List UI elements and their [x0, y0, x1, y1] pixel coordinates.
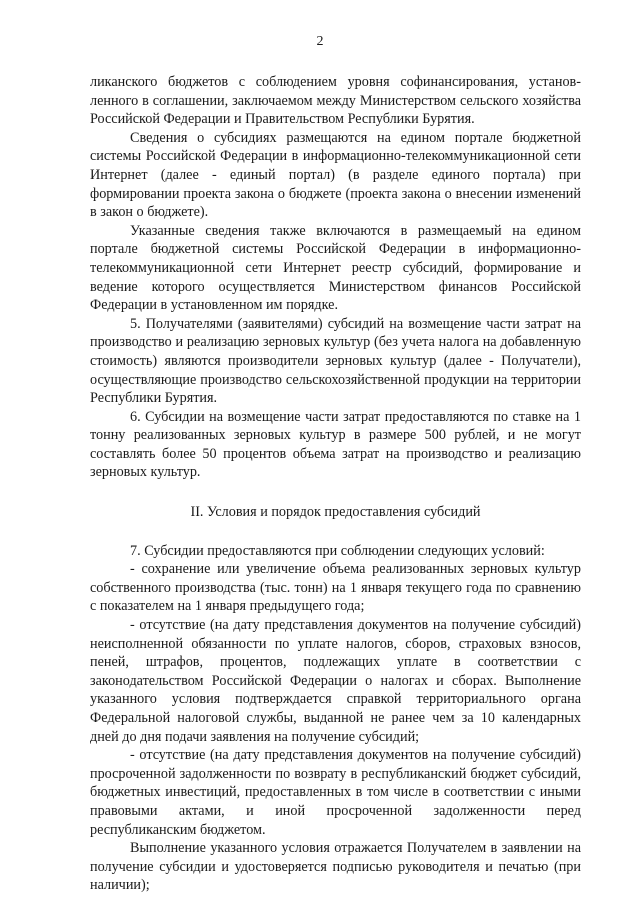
paragraph: Сведения о субсидиях размещаются на едином портале бюджетной системы Российской Федерации в информационно-телекоммуникационной сети Интернет (далее - единый портал) (в разделе единого портала) при формировании проекта закона о бюджете (проекта закона о внесении изменений в закон о бюджете).: [90, 129, 581, 221]
page-number: 2: [316, 34, 324, 49]
paragraph: Указанные сведения также включаются в размещаемый на едином портале бюджетной системы Российской Федерации в информационно-телекоммуникационной сети Интернет реестр субсидий, формирование и ведение которого осуществляется Министерством финансов Российской Федерации в установленном им порядке.: [90, 222, 581, 314]
list-item: - отсутствие (на дату представления документов на получение субсидий) неисполненной обязанности по уплате налогов, сборов, страховых взносов, пеней, штрафов, процентов, подлежащих уплате в соответствии с законодательством Российской Федерации о налогах и сборах. Выполнение указанного условия подтверждается справкой территориального органа Федеральной налоговой службы, выданной не ранее чем за 10 календарных дней до дня подачи заявления на получение субсидий;: [90, 617, 581, 745]
paragraph: 6. Субсидии на возмещение части затрат предоставляются по ставке на 1 тонну реализованных зерновых культур в размере 500 рублей, и не могут составлять более 50 процентов объема затрат на производство и реализацию зерновых культур.: [90, 408, 581, 481]
paragraph: 5. Получателями (заявителями) субсидий на возмещение части затрат на производство и реализацию зерновых культур (без учета налога на добавленную стоимость) являются производители зерновых культур (далее - Получатели), осуществляющие производство сельскохозяйственной продукции на территории Республики Бурятия.: [90, 315, 581, 407]
section-heading: II. Условия и порядок предоставления субсидий: [190, 504, 481, 521]
list-item: - отсутствие (на дату представления документов на получение субсидий) просроченной задолженности по возврату в республиканский бюджет субсидий, бюджетных инвестиций, предоставленных в том числе в соответствии с иными правовыми актами, и иной просроченной задолженности перед республиканским бюджетом.: [90, 747, 581, 838]
list-item: - сохранение или увеличение объема реализованных зерновых культур собственного производства (тыс. тонн) на 1 января текущего года по сравнению с показателем на 1 января предыдущего года;: [90, 561, 581, 615]
document-body: [90, 73, 581, 895]
paragraph: Выполнение указанного условия отражается Получателем в заявлении на получение субсидии и удостоверяется подписью руководителя и печатью (при наличии);: [90, 840, 581, 894]
paragraph: ликанского бюджетов с соблюдением уровня софинансирования, установленного в соглашении, заключаемом между Министерством сельского хозяйства Российской Федерации и Правительством Республики Бурятия.: [90, 74, 581, 128]
paragraph: 7. Субсидии предоставляются при соблюдении следующих условий:: [130, 542, 545, 559]
